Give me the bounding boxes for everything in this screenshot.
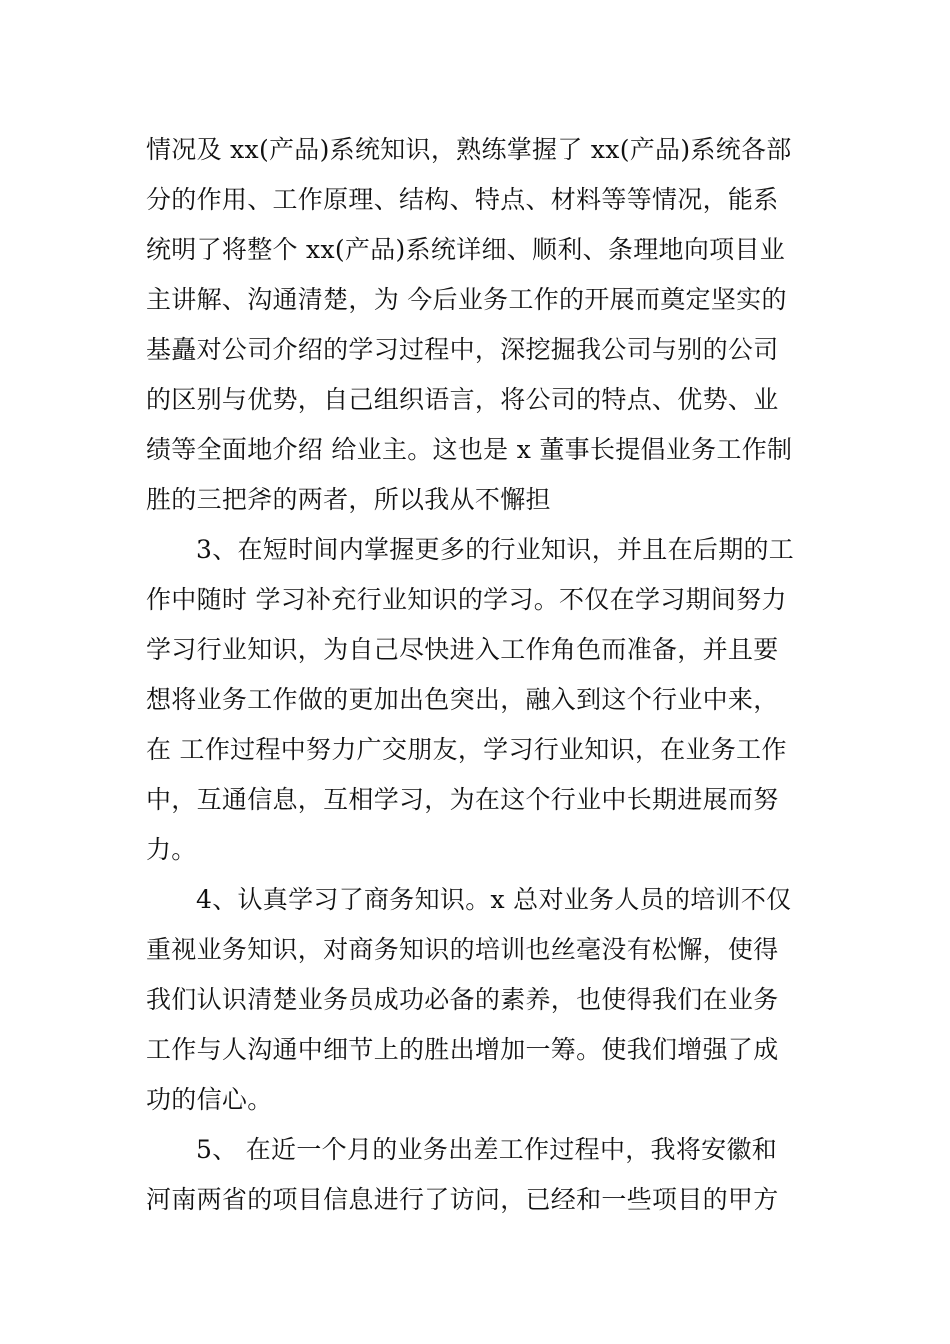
- paragraph-first-line: 3、在短时间内掌握更多的行业知识，并且在后期的工: [196, 535, 795, 564]
- text-line: 学习行业知识，为自己尽快进入工作角色而准备，并且要: [146, 635, 779, 664]
- text-line: 我们认识清楚业务员成功必备的素养，也使得我们在业务: [146, 985, 779, 1014]
- paragraph-first-line: 5、 在近一个月的业务出差工作过程中，我将安徽和: [196, 1135, 778, 1164]
- text-line: 河南两省的项目信息进行了访问，已经和一些项目的甲方: [146, 1185, 779, 1214]
- text-line: 重视业务知识，对商务知识的培训也丝毫没有松懈，使得: [146, 935, 779, 964]
- text-line: 力。: [146, 835, 197, 864]
- text-line: 的区别与优势，自己组织语言，将公司的特点、优势、业: [146, 385, 779, 414]
- text-line: 分的作用、工作原理、结构、特点、材料等等情况，能系: [146, 185, 779, 214]
- text-line: 功的信心。: [146, 1085, 273, 1114]
- text-line: 中，互通信息，互相学习，为在这个行业中长期进展而努: [146, 785, 779, 814]
- text-line: 作中随时 学习补充行业知识的学习。不仅在学习期间努力: [146, 585, 787, 614]
- text-line: 胜的三把斧的两者，所以我从不懈担: [146, 485, 551, 514]
- text-line: 统明了将整个 xx(产品)系统详细、顺利、条理地向项目业: [146, 235, 786, 264]
- text-line: 想将业务工作做的更加出色突出，融入到这个行业中来，: [146, 685, 779, 714]
- text-line: 工作与人沟通中细节上的胜出增加一筹。使我们增强了成: [146, 1035, 779, 1064]
- text-line: 在 工作过程中努力广交朋友，学习行业知识，在业务工作: [146, 735, 787, 764]
- text-line: 主讲解、沟通清楚，为 今后业务工作的开展而奠定坚实的: [146, 285, 787, 314]
- text-line: 绩等全面地介绍 给业主。这也是 x 董事长提倡业务工作制: [146, 435, 793, 464]
- text-line: 情况及 xx(产品)系统知识，熟练掌握了 xx(产品)系统各部: [146, 135, 792, 164]
- paragraph-first-line: 4、认真学习了商务知识。x 总对业务人员的培训不仅: [196, 885, 792, 914]
- text-line: 基矗对公司介绍的学习过程中，深挖掘我公司与别的公司: [146, 335, 779, 364]
